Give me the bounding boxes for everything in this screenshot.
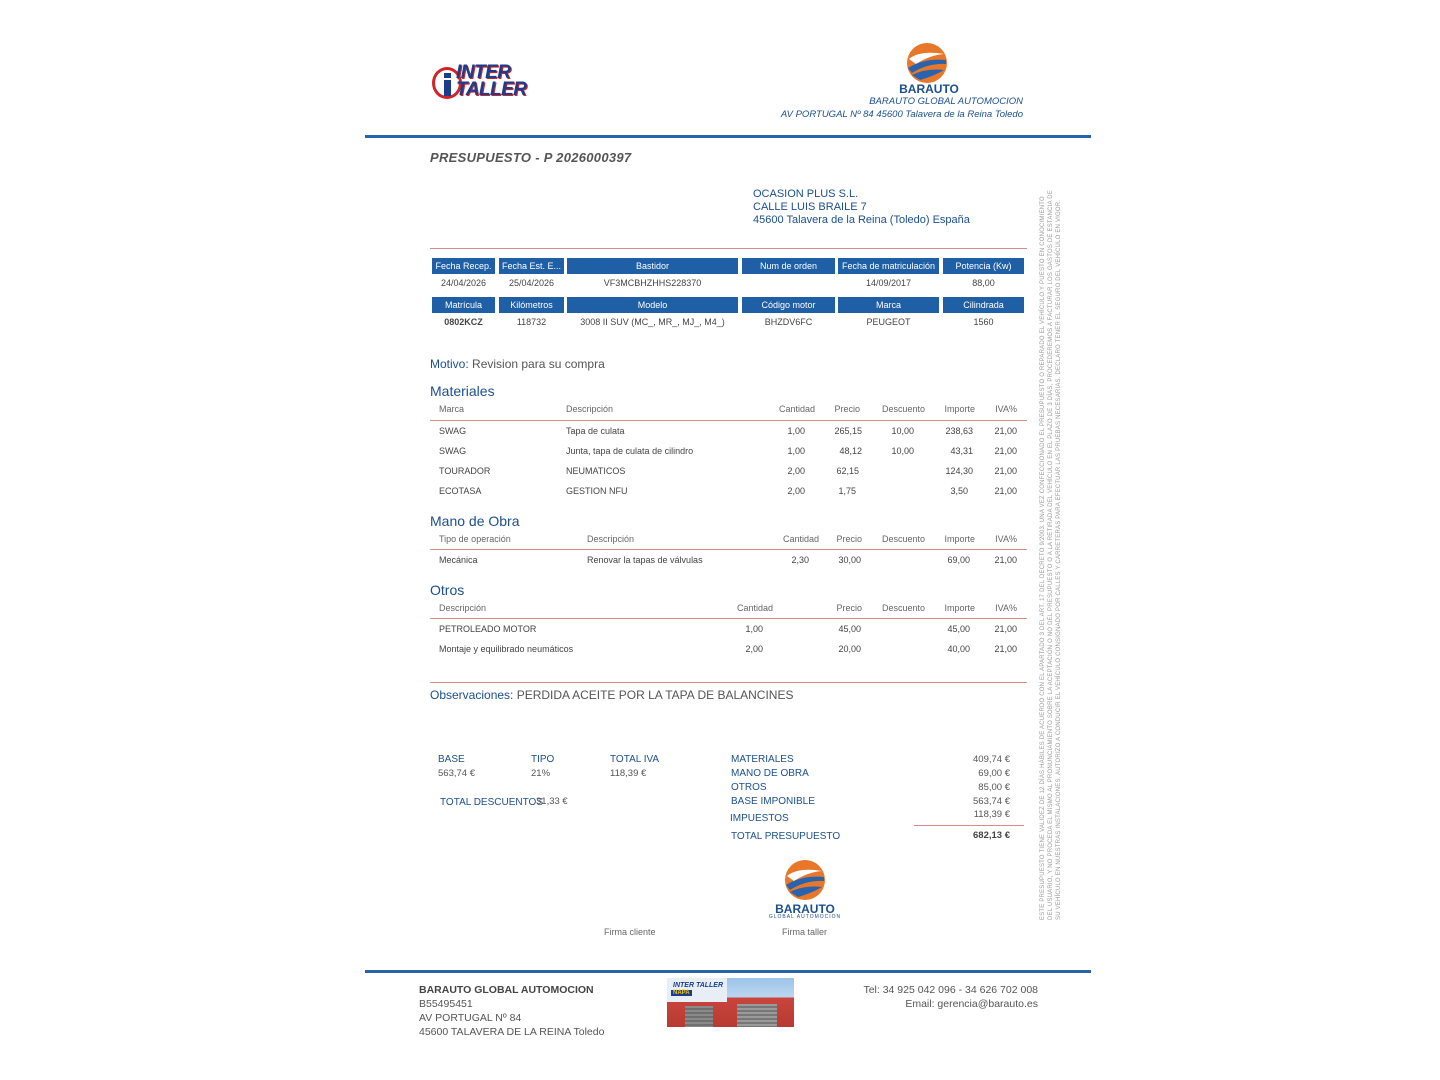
header-address: AV PORTUGAL Nº 84 45600 Talavera de la Reina Toledo: [780, 109, 1023, 120]
impuestos-label: IMPUESTOS: [730, 813, 789, 824]
total-iva-value: 118,39 €: [610, 768, 647, 779]
cell-cantidad: 1,00: [787, 446, 805, 456]
cell-marca: SWAG: [439, 426, 467, 436]
val-fecha-matriculacion: 14/09/2017: [865, 278, 912, 288]
cell-importe: 69,00: [947, 555, 970, 565]
observaciones-value: PERDIDA ACEITE POR LA TAPA DE BALANCINES: [516, 688, 794, 702]
cell-descripcion: GESTION NFU: [566, 486, 628, 496]
hdr-codigo-motor: Código motor: [742, 297, 835, 313]
cell-precio: 265,15: [834, 426, 862, 436]
footer-street: AV PORTUGAL Nº 84: [419, 1012, 522, 1024]
cell-importe: 238,63: [945, 426, 973, 436]
hdr-fecha-matriculacion: Fecha de matriculación: [838, 258, 939, 274]
total-otros-value: 85,00 €: [978, 782, 1010, 793]
barauto-brand-name: BARAUTO: [899, 82, 959, 96]
cell-importe: 40,00: [947, 644, 970, 654]
total-otros-label: OTROS: [731, 782, 767, 793]
val-fecha-est: 25/04/2026: [508, 278, 555, 288]
footer-email: Email: gerencia@barauto.es: [905, 998, 1038, 1010]
header-company-name: BARAUTO GLOBAL AUTOMOCION: [869, 96, 1023, 107]
barauto-stamp-icon: [784, 859, 826, 901]
col-header: Descripción: [587, 534, 635, 544]
hdr-fecha-recep: Fecha Recep.: [432, 258, 495, 274]
firma-taller-label: Firma taller: [782, 927, 828, 937]
hdr-modelo: Modelo: [567, 297, 738, 313]
cell-precio: 48,12: [839, 446, 862, 456]
footer-company: BARAUTO GLOBAL AUTOMOCION: [419, 984, 594, 996]
cell-cantidad: 1,00: [787, 426, 805, 436]
col-header: Cantidad: [782, 534, 819, 544]
footer-phone: Tel: 34 925 042 096 - 34 626 702 008: [863, 984, 1038, 996]
cell-descripcion: Junta, tapa de culata de cilindro: [566, 446, 694, 456]
tipo-label: TIPO: [531, 754, 555, 765]
val-fecha-recep: 24/04/2026: [440, 278, 487, 288]
val-codigo-motor: BHZDV6FC: [764, 317, 813, 327]
val-kilometros: 118732: [516, 317, 547, 327]
val-cilindrada: 1560: [973, 317, 994, 327]
cell-marca: SWAG: [439, 446, 467, 456]
table-header-rule: [430, 618, 1027, 619]
col-header: IVA%: [995, 404, 1017, 414]
hdr-fecha-est: Fecha Est. E...: [499, 258, 564, 274]
cell-precio: 62,15: [836, 466, 859, 476]
col-header: IVA%: [995, 534, 1017, 544]
footer-cif: B55495451: [419, 998, 473, 1010]
cell-iva: 21,00: [994, 466, 1017, 476]
cell-importe: 124,30: [945, 466, 973, 476]
col-header: Cantidad: [778, 404, 815, 414]
barauto-logo-icon: [906, 42, 948, 84]
total-iva-label: TOTAL IVA: [610, 754, 660, 765]
col-header: Descripción: [439, 603, 487, 613]
col-header: Importe: [944, 404, 975, 414]
observaciones-label: Observaciones:: [430, 688, 514, 702]
total-mano-obra-value: 69,00 €: [978, 768, 1010, 779]
cell-iva: 21,00: [994, 644, 1017, 654]
divider: [430, 682, 1027, 683]
hdr-potencia: Potencia (Kw): [943, 258, 1024, 274]
cell-tipo: Mecánica: [439, 555, 478, 565]
cell-cantidad: 2,00: [745, 644, 763, 654]
cell-iva: 21,00: [994, 624, 1017, 634]
hdr-cilindrada: Cilindrada: [943, 297, 1024, 313]
table-header-rule: [430, 420, 1027, 421]
val-matricula: 0802KCZ: [444, 317, 483, 327]
customer-city: 45600 Talavera de la Reina (Toledo) España: [753, 214, 970, 226]
cell-cantidad: 1,00: [745, 624, 763, 634]
col-header: Precio: [834, 404, 860, 414]
col-header: Cantidad: [736, 603, 773, 613]
motivo-label: Motivo:: [430, 357, 469, 371]
cell-iva: 21,00: [994, 426, 1017, 436]
base-value: 563,74 €: [438, 768, 475, 779]
section-otros-title: Otros: [430, 582, 465, 598]
document-title: PRESUPUESTO - P 2026000397: [430, 150, 632, 165]
cell-descripcion: Montaje y equilibrado neumáticos: [439, 644, 574, 654]
col-header: Marca: [439, 404, 465, 414]
val-potencia: 88,00: [972, 278, 995, 288]
total-presupuesto-label: TOTAL PRESUPUESTO: [731, 831, 841, 842]
customer-name: OCASION PLUS S.L.: [753, 188, 859, 200]
cell-importe: 45,00: [947, 624, 970, 634]
val-modelo: 3008 II SUV (MC_, MR_, MJ_, M4_): [580, 317, 725, 327]
total-materiales-label: MATERIALES: [731, 754, 794, 765]
col-header: Descuento: [881, 603, 925, 613]
customer-street: CALLE LUIS BRAILE 7: [753, 201, 867, 213]
val-num-orden: [742, 276, 835, 290]
col-header: Importe: [944, 603, 975, 613]
col-header: Descuento: [881, 534, 925, 544]
section-mano-obra-title: Mano de Obra: [430, 513, 520, 529]
cell-importe: 43,31: [950, 446, 973, 456]
photo-sign-text: INTER TALLER: [673, 982, 724, 989]
cell-importe: 3,50: [950, 486, 968, 496]
stamp-sub: GLOBAL AUTOMOCION: [768, 914, 842, 920]
col-header: Descripción: [566, 404, 614, 414]
cell-iva: 21,00: [994, 555, 1017, 565]
cell-cantidad: 2,00: [787, 466, 805, 476]
section-materiales-title: Materiales: [430, 383, 495, 399]
footer-shop-photo: [667, 978, 794, 1027]
observaciones: [430, 688, 793, 702]
cell-iva: 21,00: [994, 486, 1017, 496]
photo-sign-napa: NAPA: [673, 990, 690, 996]
base-label: BASE: [438, 754, 465, 765]
logo-text-taller: TALLER: [456, 79, 527, 100]
stamp-brand: BARAUTO: [775, 902, 835, 916]
cell-iva: 21,00: [994, 446, 1017, 456]
intertaller-logo: [432, 62, 554, 102]
footer-city: 45600 TALAVERA DE LA REINA Toledo: [419, 1026, 605, 1038]
cell-descripcion: PETROLEADO MOTOR: [439, 624, 537, 634]
legal-side-note: ESTE PRESUPUESTO TIENE VALIDEZ DE 12 DÍAS HÁBILES DE ACUERDO CON EL APARTADO 3 DEL ART. 17 DEL DECRETO 9/2003. UNA VEZ CONFECCIONADO EL PRESUPUESTO O REPARADO EL VEHÍCULO Y PUESTO EN CONOCIMIENTO DEL USUARIO, Y NO PROCEDA EL MISMO AL PRONUNCIAMIENTO SOBRE LA ACEPTACIÓN O NO DEL PRESUPUESTO O A LA RETIRADA DEL VEHÍCULO EN EL PLAZO DE 3 DÍAS, PROCEDEREMOS A FACTURAR LOS GASTOS DE ESTANCIA DE SU VEHÍCULO EN NUESTRAS INSTALACIONES. AUTORIZO A CONDUCIR EL VEHÍCULO CONSIGNADO POR CALLES Y CARRETERAS PARA EFECTUAR LAS PRUEBAS NECESARIAS. DECLARO TENER EL SEGURO DEL VEHÍCULO EN VIGOR.: [1040, 190, 1062, 920]
firma-cliente-label: Firma cliente: [604, 927, 656, 937]
cell-cantidad: 2,00: [787, 486, 805, 496]
cell-precio: 20,00: [838, 644, 861, 654]
cell-descripcion: NEUMATICOS: [566, 466, 626, 476]
cell-descripcion: Tapa de culata: [566, 426, 625, 436]
cell-cantidad: 2,30: [791, 555, 809, 565]
val-marca: PEUGEOT: [866, 317, 911, 327]
cell-marca: ECOTASA: [439, 486, 482, 496]
totals-rule: [914, 825, 1024, 826]
hdr-kilometros: Kilómetros: [499, 297, 564, 313]
hdr-marca: Marca: [838, 297, 939, 313]
impuestos-value: 118,39 €: [973, 809, 1010, 820]
tipo-value: 21%: [531, 768, 551, 779]
col-header: IVA%: [995, 603, 1017, 613]
col-header: Tipo de operación: [439, 534, 511, 544]
base-imponible-value: 563,74 €: [973, 796, 1010, 807]
hdr-bastidor: Bastidor: [567, 258, 738, 274]
total-descuentos-value: 31,33 €: [536, 796, 568, 807]
table-header-rule: [430, 549, 1027, 550]
col-header: Importe: [944, 534, 975, 544]
footer-rule: [365, 970, 1091, 973]
cell-descripcion: Renovar la tapas de válvulas: [587, 555, 703, 565]
total-materiales-value: 409,74 €: [973, 754, 1010, 765]
cell-precio: 30,00: [838, 555, 861, 565]
divider: [430, 248, 1027, 249]
hdr-num-orden: Num de orden: [742, 258, 835, 274]
col-header: Precio: [836, 603, 862, 613]
total-presupuesto-value: 682,13 €: [973, 830, 1010, 841]
cell-descuento: 10,00: [891, 446, 914, 456]
col-header: Precio: [836, 534, 862, 544]
header-rule: [365, 135, 1091, 138]
base-imponible-label: BASE IMPONIBLE: [731, 796, 815, 807]
motivo: [430, 357, 605, 371]
cell-marca: TOURADOR: [439, 466, 491, 476]
val-bastidor: VF3MCBHZHHS228370: [603, 278, 702, 288]
cell-precio: 1,75: [838, 486, 856, 496]
logo-text-inter: INTER: [456, 62, 511, 83]
cell-precio: 45,00: [838, 624, 861, 634]
col-header: Descuento: [881, 404, 925, 414]
cell-descuento: 10,00: [891, 426, 914, 436]
hdr-matricula: Matrícula: [432, 297, 495, 313]
total-descuentos-label: TOTAL DESCUENTOS: [440, 797, 543, 808]
total-mano-obra-label: MANO DE OBRA: [731, 768, 809, 779]
motivo-value: Revision para su compra: [472, 357, 605, 371]
